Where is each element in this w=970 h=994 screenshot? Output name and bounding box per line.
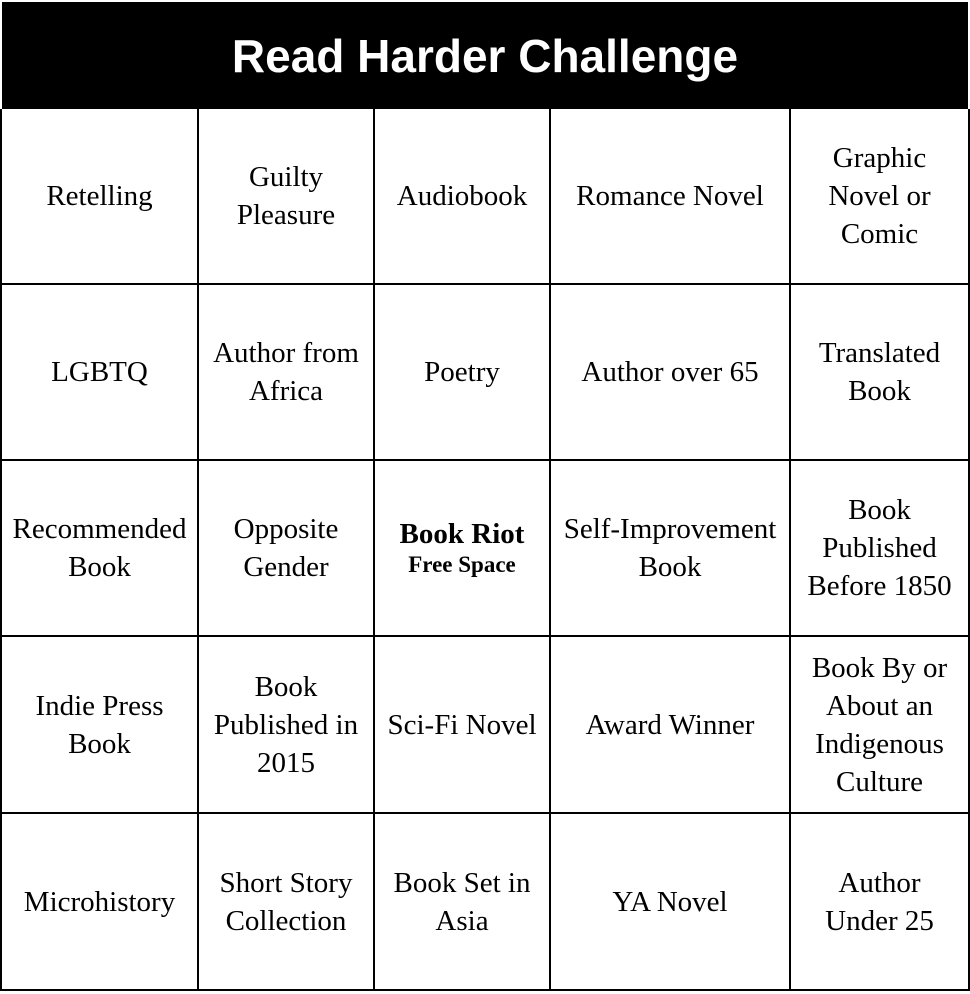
cell-label: Self-Improvement Book [563, 513, 777, 583]
bingo-cell[interactable] [791, 637, 970, 814]
cell-label: Indie Press Book [35, 689, 164, 760]
page-title: Read Harder Challenge [231, 29, 739, 82]
bingo-cell[interactable] [199, 461, 375, 637]
bingo-cell[interactable] [791, 285, 970, 461]
free-space-cell[interactable] [375, 461, 551, 637]
cell-label: Guilty Pleasure [236, 161, 336, 231]
bingo-cell[interactable] [375, 109, 551, 285]
bingo-cell[interactable] [551, 461, 791, 637]
free-space-subtitle: Free Space [408, 552, 516, 577]
cell-label: Book Set in Asia [393, 866, 531, 937]
bingo-cell[interactable] [199, 109, 375, 285]
bingo-cell[interactable] [551, 637, 791, 814]
cell-label: Translated Book [818, 337, 941, 407]
bingo-cell[interactable] [199, 637, 375, 814]
cell-label: Romance Novel [576, 180, 764, 212]
bingo-cell[interactable] [791, 109, 970, 285]
cell-label: Sci-Fi Novel [387, 708, 537, 741]
cell-label: Author over 65 [581, 356, 759, 388]
cell-label: Audiobook [396, 180, 528, 212]
bingo-cell[interactable] [791, 814, 970, 991]
cell-label: Short Story Collection [219, 866, 353, 937]
free-space-title: Book Riot [399, 518, 525, 550]
cell-label: LGBTQ [51, 356, 148, 388]
bingo-cell[interactable] [0, 461, 199, 637]
cell-label: Microhistory [23, 885, 176, 918]
bingo-cell[interactable] [375, 637, 551, 814]
cell-label: Retelling [46, 180, 153, 212]
bingo-cell[interactable] [791, 461, 970, 637]
bingo-cell[interactable] [199, 814, 375, 991]
cell-label: YA Novel [612, 885, 728, 918]
bingo-cell[interactable] [551, 814, 791, 991]
bingo-cell[interactable] [375, 814, 551, 991]
bingo-cell[interactable] [0, 109, 199, 285]
cell-label: Poetry [424, 356, 500, 388]
bingo-cell[interactable] [551, 109, 791, 285]
cell-label: Award Winner [585, 708, 755, 741]
cell-label: Recommended Book [12, 513, 187, 583]
bingo-cell[interactable] [375, 285, 551, 461]
cell-label: Author from Africa [213, 337, 359, 407]
bingo-grid [0, 109, 970, 991]
cell-label: Book Published in 2015 [213, 670, 359, 779]
title-banner [2, 2, 968, 109]
cell-label: Author Under 25 [825, 866, 934, 937]
bingo-cell[interactable] [0, 814, 199, 991]
cell-label: Graphic Novel or Comic [828, 142, 931, 250]
bingo-cell[interactable] [199, 285, 375, 461]
cell-label: Book Published Before 1850 [807, 494, 952, 602]
cell-label: Book By or About an Indigenous Culture [811, 651, 948, 798]
free-space [400, 517, 525, 579]
cell-label: Opposite Gender [233, 513, 339, 583]
bingo-cell[interactable] [551, 285, 791, 461]
bingo-cell[interactable] [0, 637, 199, 814]
bingo-cell[interactable] [0, 285, 199, 461]
